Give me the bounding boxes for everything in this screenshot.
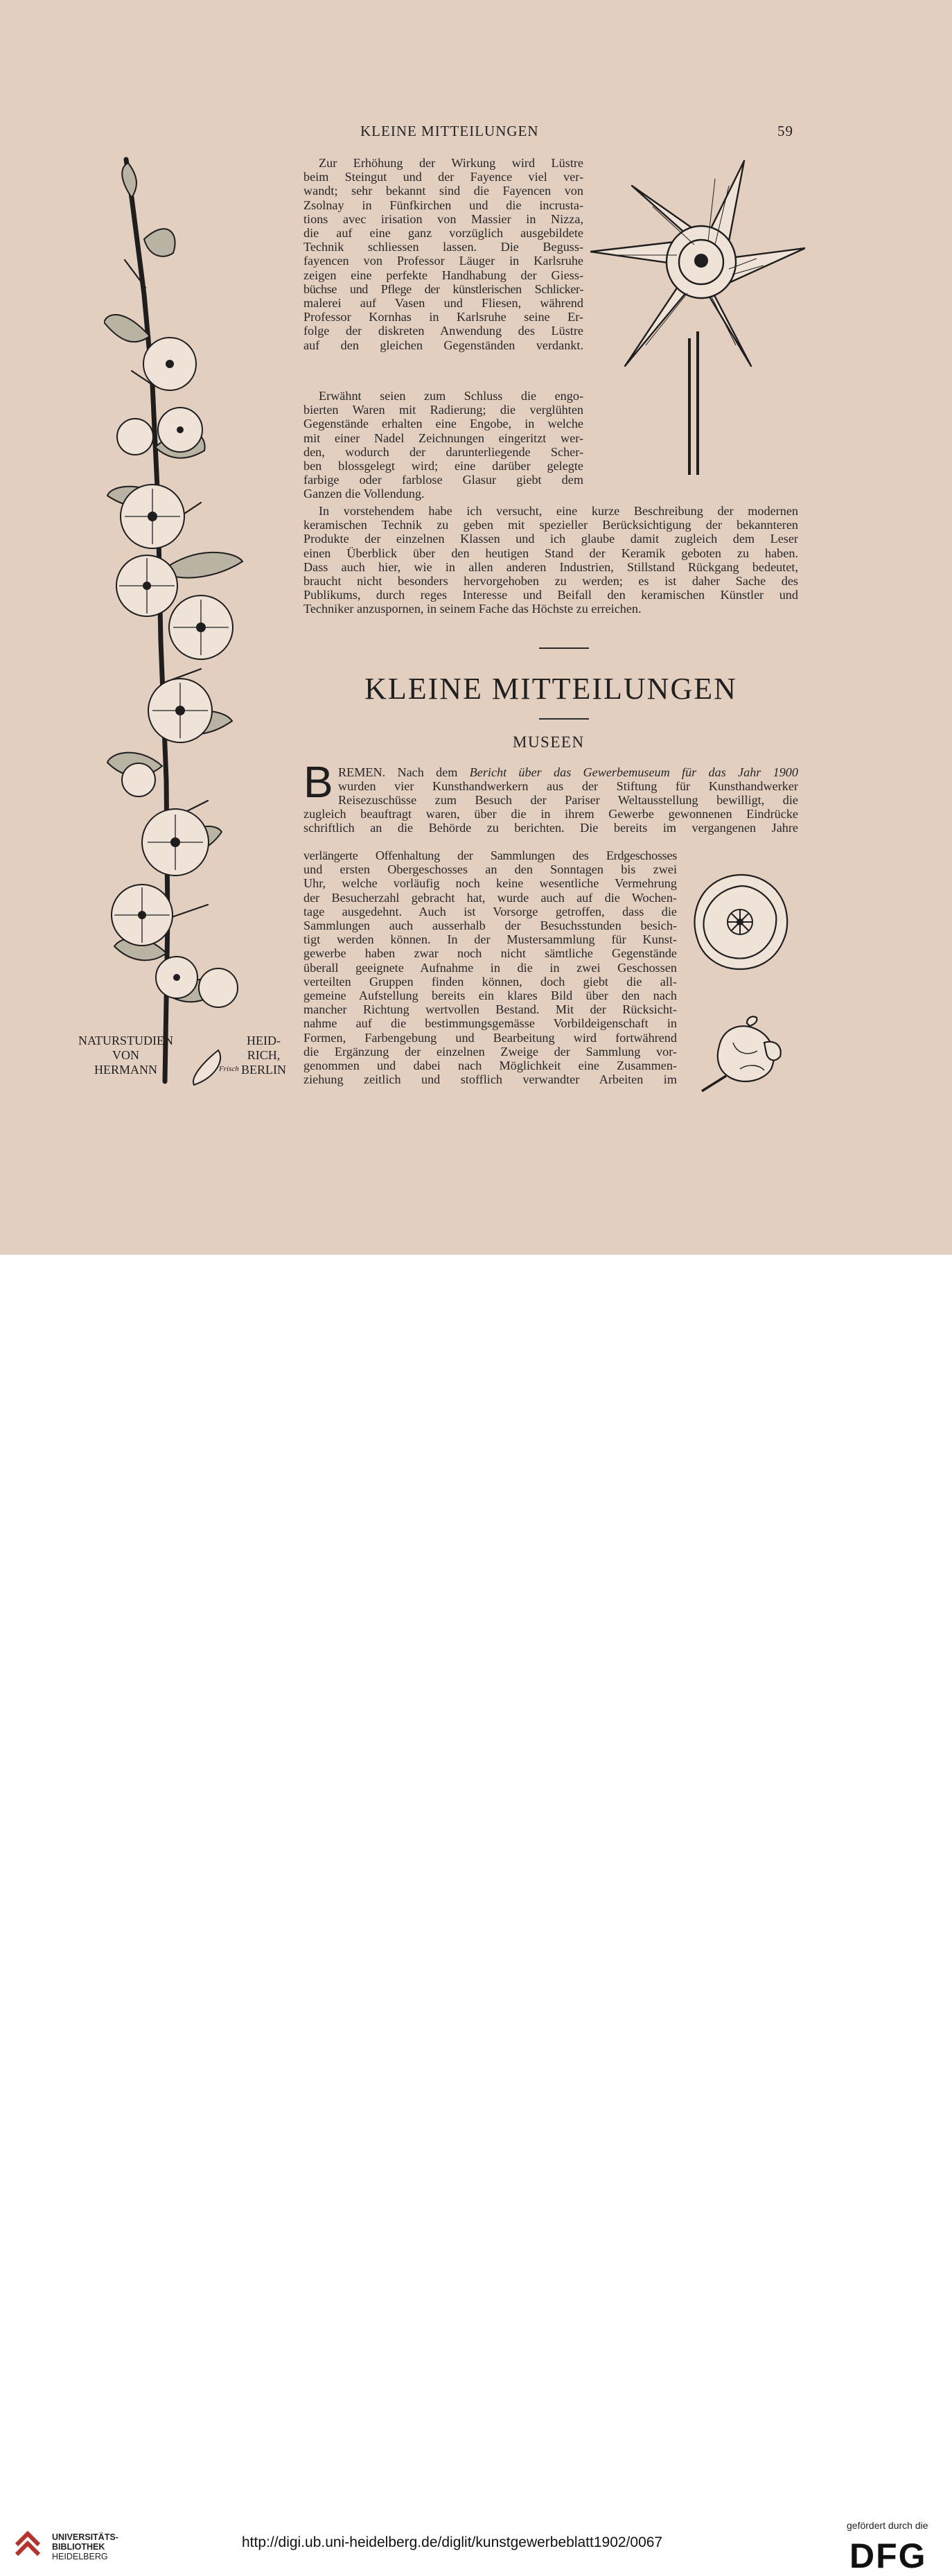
paragraph-bremen-intro <box>338 765 798 808</box>
text-line: Professor Kornhas in Karlsruhe seine Er- <box>303 310 583 324</box>
text-line: malerei auf Vasen und Fliesen, während <box>303 296 583 311</box>
text-line: wurden vier Kunsthandwerkern aus der Stiftung für Kunsthandwerker <box>338 779 798 794</box>
text-line: den, wodurch der darunterliegende Scher- <box>303 444 583 459</box>
text-line: die Ergänzung der einzelnen Zweige der Sammlung vor- <box>303 1044 677 1059</box>
text-line: zugleich beauftragt waren, über die in ihrem Gewerbe gewonnenen Eindrücke <box>303 807 798 821</box>
text-line: die auf eine ganz vorzüglich ausgebildete <box>303 226 583 241</box>
text-line: Erwähnt seien zum Schluss die engo- <box>319 389 583 403</box>
text-line: Publikums, durch reges Interesse und Beifall den keramischen Künstler und <box>303 588 798 602</box>
text-line: gemeine Aufstellung bereits ein klares Bild über den nach <box>303 989 677 1003</box>
caption-line: NATURSTUDIEN <box>78 1034 173 1047</box>
paragraph-bremen-full <box>303 807 798 835</box>
text-line: beim Steingut und der Fayence viel ver- <box>303 170 583 184</box>
flower-bud-illustration <box>698 1015 785 1093</box>
caption-left <box>78 1034 173 1077</box>
digitization-footer <box>0 1255 952 2575</box>
caption-line: HERMANN <box>94 1063 157 1077</box>
text-line: keramischen Technik zu geben mit spezieller Berücksichtigung der bekannteren <box>303 518 798 532</box>
text-line: gewerbe haben zwar noch nicht sämtliche Gegenstände <box>303 946 677 961</box>
drop-cap: B <box>303 757 333 807</box>
text-line: verlängerte Offenhaltung der Sammlungen des Erdgeschosses <box>303 848 677 862</box>
text-line: tigt werden können. In der Mustersammlung für Kunst- <box>303 932 677 947</box>
text-line: Gegenstände erhalten eine Engobe, in welche <box>303 417 583 431</box>
running-head: KLEINE MITTEILUNGEN <box>360 123 539 139</box>
text-line: nahme auf die bestimmungsgemässe Vorbildeigenschaft in <box>303 1016 677 1031</box>
caption-line: HEID- <box>247 1034 281 1047</box>
library-name-line: BIBLIOTHEK <box>52 2542 105 2552</box>
flower-top-view-illustration <box>691 872 792 973</box>
page-number: 59 <box>777 123 793 139</box>
dfg-logo: DFG <box>849 2536 927 2575</box>
scanned-page <box>0 0 952 1255</box>
text-line: Techniker anzuspornen, in seinem Fache das Höchste zu erreichen. <box>303 602 642 616</box>
text-line: mancher Richtung wertvollen Bestand. Mit der Rücksicht- <box>303 1002 677 1017</box>
subsection-title: MUSEEN <box>513 733 585 751</box>
flowering-branch-illustration <box>104 156 298 1088</box>
text-line: braucht nicht besonders hervorgehoben zu werden; es ist daher Sache des <box>303 574 798 589</box>
text-line: genommen und dabei nach Möglichkeit eine Zusammen- <box>303 1059 677 1073</box>
report-title: Bericht über das Gewerbemuseum für das Jahr 1900 <box>469 765 798 779</box>
paragraph-engobe <box>303 389 583 501</box>
text-line: Zur Erhöhung der Wirkung wird Lüstre <box>319 156 583 170</box>
text-line: tage ausgedehnt. Auch ist Vorsorge getroffen, dass die <box>303 904 677 919</box>
permalink-url[interactable]: http://digi.ub.uni-heidelberg.de/diglit/kunstgewerbeblatt1902/0067 <box>242 2534 663 2550</box>
text-line: ben blossgelegt wird; eine darüber gelegte <box>303 459 583 473</box>
paragraph-luster <box>303 156 583 352</box>
text-line: folge der diskreten Anwendung des Lüstre <box>303 324 583 338</box>
text-line: einen Überblick über den heutigen Stand der Keramik geboten zu haben. <box>303 546 798 560</box>
text-line: verteilten Gruppen finden können, doch giebt die all- <box>303 974 677 989</box>
library-logo-icon <box>11 2527 46 2561</box>
text-line: Reisezuschüsse zum Besuch der Pariser Weltausstellung bewilligt, die <box>338 793 798 808</box>
narcissus-illustration <box>590 158 805 477</box>
paragraph-conclusion <box>303 504 798 616</box>
caption-line: VON <box>112 1048 139 1062</box>
text-line: Sammlungen auch ausserhalb der Besuchsstunden besich- <box>303 919 677 933</box>
text-line: tions avec irisation von Massier in Nizza, <box>303 211 583 226</box>
library-name-line: UNIVERSITÄTS- <box>52 2532 118 2542</box>
library-name <box>52 2532 118 2561</box>
section-title: KLEINE MITTEILUNGEN <box>364 672 737 706</box>
text-line: Formen, Farbengebung und Bearbeitung wird fortwährend <box>303 1030 677 1045</box>
text-line: auf den gleichen Gegenständen verdankt. <box>303 338 583 352</box>
text-line: überall geeignete Aufnahme in die in zwei Geschossen <box>303 960 677 975</box>
caption-right <box>241 1034 286 1077</box>
text-line: farbige oder farblose Glasur giebt dem <box>303 473 583 487</box>
text-line: Zsolnay in Fünfkirchen und die incrusta- <box>303 198 583 212</box>
text-line: und ersten Obergeschosses an den Sonntagen bis zwei <box>303 862 677 877</box>
text-line: Dass auch hier, wie in allen anderen Industrien, Stillstand Rückgang bedeutet, <box>303 559 798 574</box>
text-line: mit einer Nadel Zeichnungen eingeritzt wer- <box>303 430 583 445</box>
artist-signature: Frisch <box>219 1065 239 1073</box>
divider-rule <box>539 718 589 720</box>
caption-line: BERLIN <box>241 1063 286 1077</box>
text-line: In vorstehendem habe ich versucht, eine kurze Beschreibung der modernen <box>319 504 798 518</box>
lead-word: REMEN. <box>338 765 386 779</box>
text-line: wandt; sehr bekannt sind die Fayencen von <box>303 184 583 198</box>
text-line: Produkte der einzelnen Klassen und ich glaube damit zugleich dem Leser <box>303 532 798 546</box>
text-line: Uhr, welche vorläufig noch keine wesentliche Vermehrung <box>303 876 677 891</box>
funding-note: gefördert durch die <box>847 2520 928 2531</box>
divider-rule <box>539 647 589 649</box>
text-line: bierten Waren mit Radierung; die verglühten <box>303 403 583 417</box>
text-line: schriftlich an die Behörde zu berichten. Die bereits im vergangenen Jahre <box>303 821 798 835</box>
text-line: Ganzen die Vollendung. <box>303 487 425 501</box>
text-line: fayencen von Professor Läuger in Karlsruhe <box>303 254 583 268</box>
text-line: Technik schliessen lassen. Die Beguss- <box>303 240 583 254</box>
text-line: ziehung zeitlich und stofflich verwandter Arbeiten im <box>303 1072 677 1087</box>
caption-line: RICH, <box>247 1048 281 1062</box>
paragraph-bremen-narrow <box>303 848 677 1086</box>
text-line: der Besucherzahl gebracht hat, wurde auch auf die Wochen- <box>303 890 677 905</box>
text-line: büchse und Pflege der künstlerischen Schlicker- <box>303 281 583 296</box>
lead-text: Nach dem <box>385 765 470 779</box>
library-name-line: HEIDELBERG <box>52 2552 108 2561</box>
text-line: zeigen eine perfekte Handhabung der Giess- <box>303 268 583 282</box>
